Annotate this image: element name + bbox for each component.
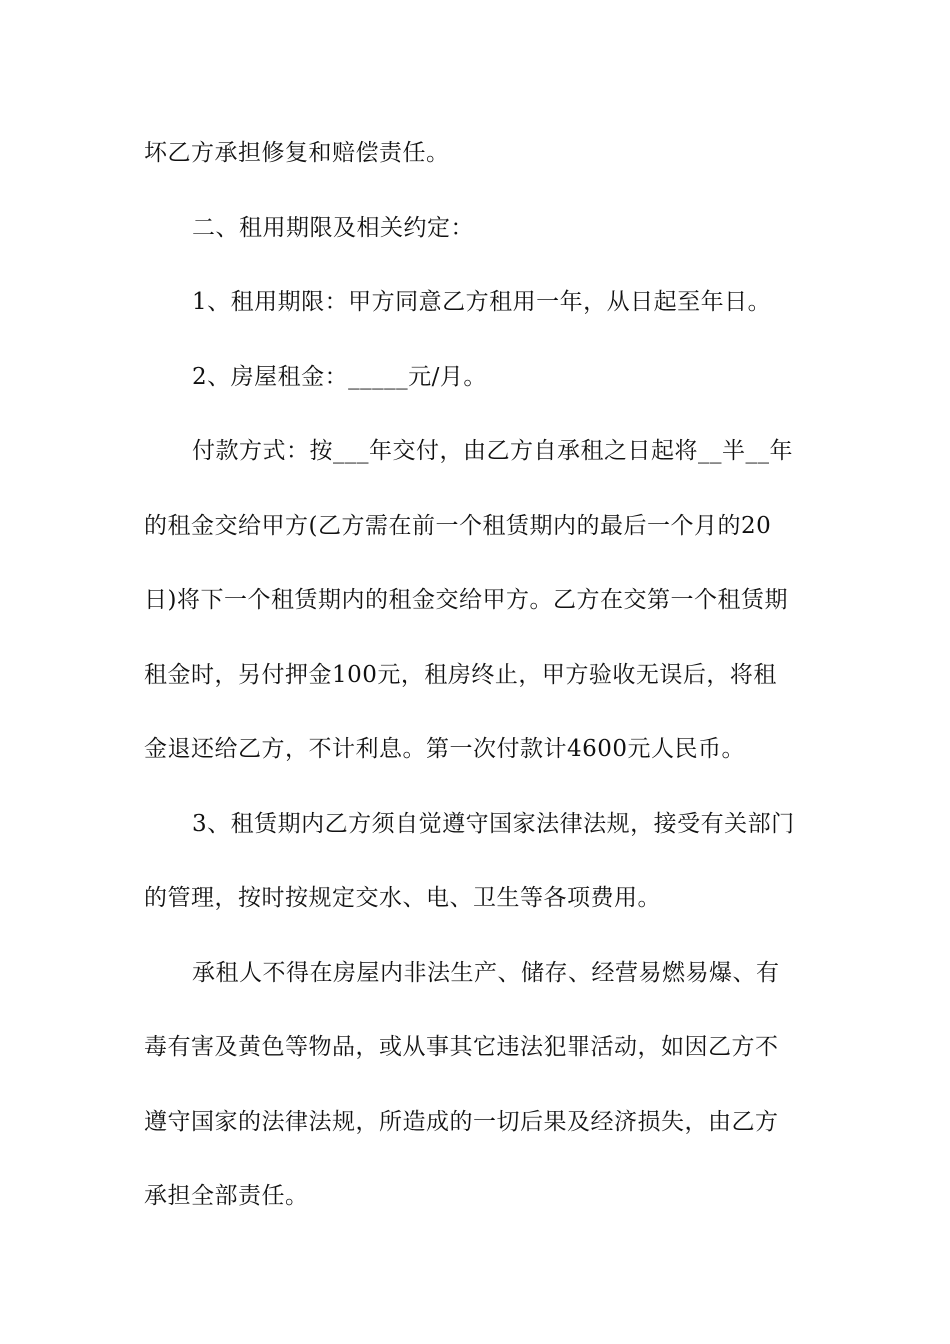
text-line: 的管理，按时按规定交水、电、卫生等各项费用。 — [144, 885, 661, 911]
text-line: 3、租赁期内乙方须自觉遵守国家法律法规，接受有关部门 — [192, 810, 795, 837]
text-line: 承担全部责任。 — [144, 1183, 309, 1209]
text-line: 2、房屋租金：_____元/月。 — [192, 363, 487, 390]
section-heading: 二、租用期限及相关约定： — [192, 214, 474, 241]
text-line: 坏乙方承担修复和赔偿责任。 — [144, 140, 450, 166]
text-line: 毒有害及黄色等物品，或从事其它违法犯罪活动，如因乙方不 — [144, 1034, 779, 1060]
text-line: 承租人不得在房屋内非法生产、储存、经营易燃易爆、有 — [192, 959, 780, 986]
text-line: 租金时，另付押金100元，租房终止，甲方验收无误后，将租 — [144, 661, 777, 688]
text-line: 付款方式：按___年交付，由乙方自承租之日起将__半__年 — [192, 438, 793, 464]
text-line: 1、租用期限：甲方同意乙方租用一年，从日起至年日。 — [192, 289, 772, 315]
text-line: 遵守国家的法律法规，所造成的一切后果及经济损失，由乙方 — [144, 1108, 779, 1135]
text-line: 金退还给乙方，不计利息。第一次付款计4600元人民币。 — [144, 736, 746, 762]
text-line: 的租金交给甲方(乙方需在前一个租赁期内的最后一个月的20 — [144, 512, 772, 539]
document-body — [144, 128, 824, 1246]
text-line: 日)将下一个租赁期内的租金交给甲方。乙方在交第一个租赁期 — [144, 587, 788, 613]
